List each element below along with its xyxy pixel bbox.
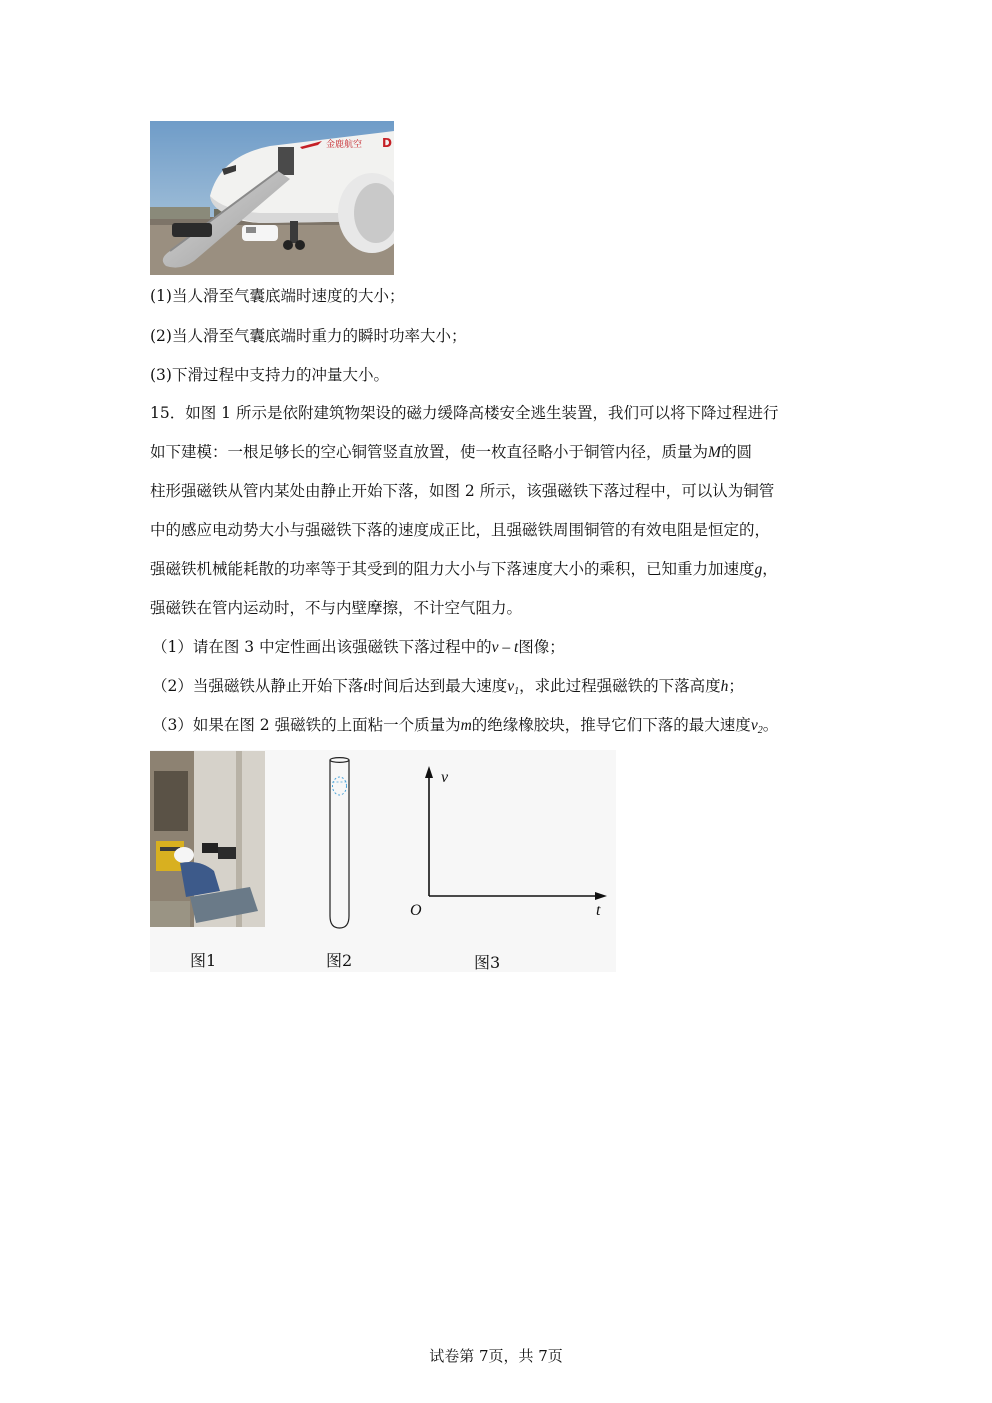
problem-15-line-2 bbox=[150, 441, 752, 464]
problem-15-line-2-tail: 的圆 bbox=[720, 443, 752, 461]
figure-1-photo bbox=[150, 751, 265, 927]
figure-2-tube bbox=[318, 754, 362, 934]
sub-question-3 bbox=[152, 714, 778, 742]
sub-question-3-mid: 的绝缘橡胶块，推导它们下落的最大速度 bbox=[471, 716, 751, 734]
question-3-text: (3)下滑过程中支持力的冲量大小。 bbox=[150, 366, 389, 384]
question-2-text: (2)当人滑至气囊底端时重力的瞬时功率大小； bbox=[150, 327, 467, 345]
figure-1-caption: 图1 bbox=[190, 951, 217, 970]
sub-question-2-mid: 时间后达到最大速度 bbox=[367, 677, 508, 695]
sub-question-3-tail: 。 bbox=[762, 716, 779, 734]
symbol-v1 bbox=[507, 678, 519, 695]
origin-label: O bbox=[410, 902, 422, 919]
t-axis-arrow bbox=[595, 892, 607, 900]
symbol-m: m bbox=[460, 717, 472, 734]
magnet-icon bbox=[333, 777, 347, 795]
figure-2-caption: 图2 bbox=[326, 951, 353, 970]
sub-question-1 bbox=[152, 636, 565, 659]
page-footer: 试卷第 7页，共 7页 bbox=[429, 1347, 563, 1365]
symbol-v-t: v – t bbox=[491, 639, 519, 656]
figure-3-caption: 图3 bbox=[474, 953, 501, 972]
airplane-slide-photo bbox=[150, 121, 394, 275]
problem-15-line-2-text: 如下建模：一根足够长的空心铜管竖直放置，使一枚直径略小于铜管内径，质量为 bbox=[150, 443, 709, 461]
problem-15-line-3: 柱形强磁铁从管内某处由静止开始下落，如图 2 所示，该强磁铁下落过程中，可以认为铜管 bbox=[150, 482, 775, 500]
sub-question-2-tail: ； bbox=[728, 677, 744, 695]
symbol-h: h bbox=[720, 678, 729, 695]
v-axis-label: v bbox=[441, 769, 449, 786]
sub-question-1-text: （1）请在图 3 中定性画出该强磁铁下落过程中的 bbox=[152, 638, 492, 656]
symbol-v2 bbox=[751, 717, 763, 734]
sub-question-1-tail: 图像； bbox=[518, 638, 565, 656]
sub-question-3-text: （3）如果在图 2 强磁铁的上面粘一个质量为 bbox=[152, 716, 461, 734]
problem-15-line-5 bbox=[150, 558, 778, 581]
problem-15-line-4: 中的感应电动势大小与强磁铁下落的速度成正比，且强磁铁周围铜管的有效电阻是恒定的， bbox=[150, 521, 771, 539]
sub-question-2-text: （2）当强磁铁从静止开始下落 bbox=[152, 677, 364, 695]
symbol-v2-sub: 2 bbox=[757, 725, 763, 736]
sub-question-2 bbox=[152, 675, 744, 703]
symbol-M: M bbox=[708, 444, 721, 461]
symbol-g: g bbox=[754, 561, 763, 578]
symbol-v1-base: v bbox=[507, 678, 515, 695]
sub-question-2-mid2: ，求此过程强磁铁的下落高度 bbox=[519, 677, 721, 695]
airline-name: 金鹿航空 bbox=[326, 140, 363, 150]
symbol-v2-base: v bbox=[750, 717, 758, 734]
symbol-v1-sub: 1 bbox=[514, 686, 520, 697]
problem-15-line-1: 15．如图 1 所示是依附建筑物架设的磁力缓降高楼安全逃生装置，我们可以将下降过程进行 bbox=[150, 404, 779, 422]
problem-15-line-5-tail: ， bbox=[762, 560, 778, 578]
question-1-text: (1)当人滑至气囊底端时速度的大小； bbox=[150, 287, 405, 305]
problem-15-line-5-text: 强磁铁机械能耗散的功率等于其受到的阻力大小与下落速度大小的乘积，已知重力加速度 bbox=[150, 560, 755, 578]
airline-letter: D bbox=[382, 136, 392, 150]
t-axis-label: t bbox=[596, 902, 601, 919]
symbol-t: t bbox=[363, 678, 368, 695]
figure-3-vt-axes bbox=[400, 758, 616, 928]
problem-15-line-6: 强磁铁在管内运动时，不与内壁摩擦，不计空气阻力。 bbox=[150, 599, 523, 617]
v-axis-arrow bbox=[425, 766, 433, 778]
